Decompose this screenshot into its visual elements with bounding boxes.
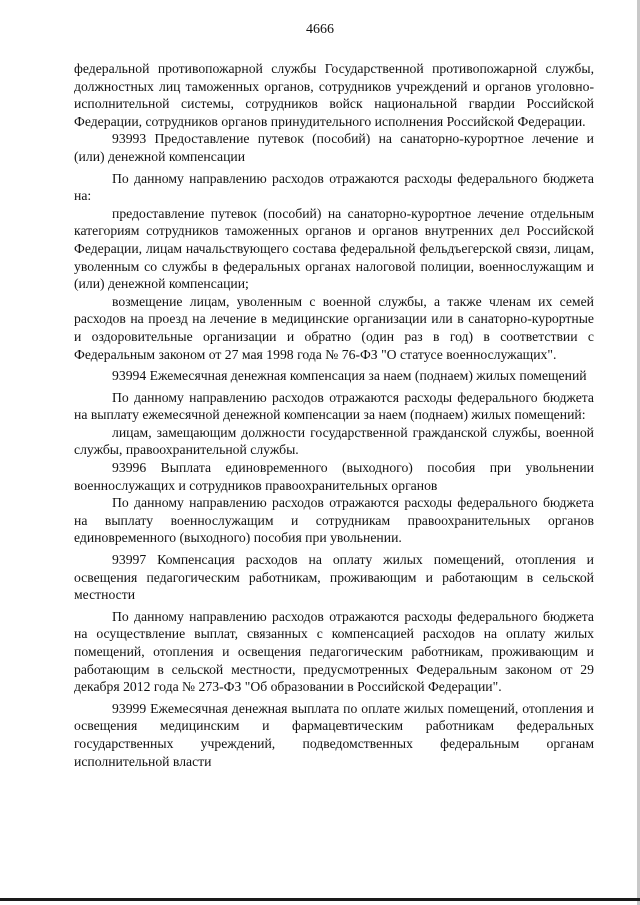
section-heading-93994: 93994 Ежемесячная денежная компенсация за наем (поднаем) жилых помещений xyxy=(112,368,587,384)
section-heading-93993: 93993 Предоставление путевок (пособий) на санаторно-курортное лечение и (или) денежной компенсации xyxy=(74,131,594,164)
scan-edge-bottom xyxy=(0,898,640,901)
section-heading-93999: 93999 Ежемесячная денежная выплата по оплате жилых помещений, отопления и освещения медицинским и фармацевтическим работникам федеральных государственных учреждений, подведомственных федеральным органам исполнительной власти xyxy=(74,700,594,769)
paragraph-93993-item-1: предоставление путевок (пособий) на санаторно-курортное лечение отдельным категориям сотрудников таможенных органов и органов внутренних дел Российской Федерации, лицам начальствующего состава федеральной фельдъегерской связи, лицам, уволенным со службы в федеральных органах налоговой полиции, военнослужащим и (или) денежной компенсации; xyxy=(74,205,594,292)
section-heading-93997: 93997 Компенсация расходов на оплату жилых помещений, отопления и освещения педагогическим работникам, проживающим и работающим в сельской местности xyxy=(74,552,594,603)
section-heading-93996: 93996 Выплата единовременного (выходного) пособия при увольнении военнослужащих и сотрудников правоохранительных органов xyxy=(74,460,594,493)
paragraph-93994-item-1: лицам, замещающим должности государственной гражданской службы, военной службы, правоохранительной службы. xyxy=(74,424,594,458)
document-body xyxy=(74,60,594,770)
paragraph-93994-intro: По данному направлению расходов отражаются расходы федерального бюджета на выплату ежемесячной денежной компенсации за наем (поднаем) жилых помещений: xyxy=(74,389,594,423)
paragraph-93993-intro: По данному направлению расходов отражаются расходы федерального бюджета на: xyxy=(74,170,594,204)
paragraph-93996-intro: По данному направлению расходов отражаются расходы федерального бюджета на выплату военнослужащим и сотрудникам правоохранительных органов единовременного (выходного) пособия при увольнении. xyxy=(74,495,594,546)
paragraph-continuation: федеральной противопожарной службы Государственной противопожарной службы, должностных лиц таможенных органов, сотрудников учреждений и органов уголовно-исполнительной системы, сотрудников войск национальной гвардии Российской Федерации, сотрудников органов принудительного исполнения Российской Федерации. xyxy=(74,61,594,129)
paragraph-93993-item-2: возмещение лицам, уволенным с военной службы, а также членам их семей расходов на проезд на лечение в медицинские организации или в санаторно-курортные и оздоровительные организации и обратно (один раз в год) в соответствии с Федеральным законом от 27 мая 1998 года № 76-ФЗ "О статусе военнослужащих". xyxy=(74,293,594,362)
page-number: 4666 xyxy=(306,22,334,37)
paragraph-93997-intro: По данному направлению расходов отражаются расходы федерального бюджета на осуществление выплат, связанных с компенсацией расходов на оплату жилых помещений, отопления и освещения педагогическим работникам, проживающим и работающим в сельской местности, предусмотренных Федеральным законом от 29 декабря 2012 года № 273-ФЗ "Об образовании в Российской Федерации". xyxy=(74,608,594,695)
